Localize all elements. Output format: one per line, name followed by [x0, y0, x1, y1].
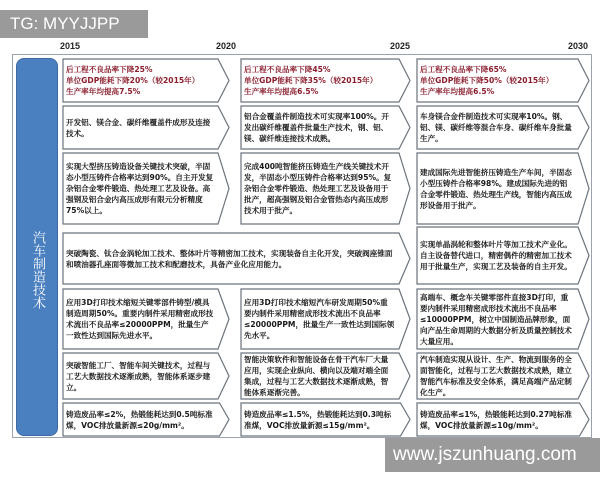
roadmap-cell [62, 152, 230, 225]
cell-text [416, 105, 590, 150]
metric-line: 生产率年均提高6.5% [420, 87, 495, 96]
cell-text [240, 288, 411, 350]
cell-text [62, 152, 230, 225]
roadmap-cell [416, 402, 590, 437]
roadmap-cell [240, 402, 411, 437]
cell-text [62, 105, 230, 150]
metric-line: 单位GDP能耗下降35%（较2015年） [244, 76, 378, 85]
cell-text [240, 105, 411, 150]
roadmap-cell [416, 288, 590, 350]
roadmap-cell [62, 288, 230, 350]
cell-text [62, 232, 411, 285]
cell-text [416, 288, 590, 350]
tag-label: TG: MYYJJPP [0, 10, 148, 38]
cell-text-content: 铸造废品率≤1%，热锻能耗达到0.27吨标准煤，VOC排放量新源≤10g/mm²。 [420, 409, 572, 430]
year-2020: 2020 [216, 41, 237, 51]
roadmap-cell [62, 105, 230, 150]
cell-text-content: 应用3D打印技术缩短关键零部件铸型/模具制造周期50%。重要内制件采用精密成形技术流出不良品率≤20000PPM，批量生产一致性达到国际先进水平。 [66, 298, 214, 340]
cell-text [416, 402, 590, 437]
target-metrics [416, 58, 590, 103]
cell-text-content: 应用3D打印技术缩短汽车研发周期50%重要内制件采用精密成形技术流出不良品率≤20000PPM，批量生产一致性达到国际领先水平。 [244, 298, 395, 340]
year-2015: 2015 [60, 41, 81, 51]
cell-text-content: 开发铝、镁合金、碳纤维覆盖件成形及连接技术。 [66, 117, 211, 138]
cell-text [62, 288, 230, 350]
roadmap-cell [62, 58, 230, 103]
cell-text-content: 车身镁合金件制造技术可实现率10%。钢、铝、镁、碳纤维等混合车身、碳纤维车身批量生产。 [420, 112, 572, 143]
cell-text [240, 152, 411, 225]
cell-text-content: 铸造废品率≤1.5%，热锻能耗达到0.3吨标准煤，VOC排放量新源≤15g/mm²。 [244, 409, 392, 430]
cell-text-content: 实现单晶涡轮和整体叶片等加工技术产业化。自主设备替代进口，精密偶件的精密加工技术用于批量生产，实现工艺及装备的自主开发。 [420, 240, 572, 271]
roadmap-cell [62, 402, 230, 437]
roadmap-cell [240, 352, 411, 400]
cell-text [62, 352, 230, 400]
cell-text-content: 汽车制造实现从设计、生产、物流到服务的全面智能化，过程与工艺大数据技术成熟，建立智能汽车标准及安全体系，满足高端产品定制化生产。 [420, 355, 572, 397]
cell-text [240, 402, 411, 437]
roadmap-cell [416, 105, 590, 150]
cell-text-content: 智能决策软件和智能设备在骨干汽车厂大量应用，实现企业纵向、横向以及端对端全面集成，过程与工艺大数据技术逐渐成熟，智能体系逐渐完善。 [244, 355, 389, 397]
cell-text-content: 高端车、概念车关键零部件直接3D打印，重要内制件采用精密成形技术流出不良品率≤10000PPM，树立中国制造品牌形象，面向产品生命周期的大数据分析及质量控制技术大量应用。 [420, 292, 572, 346]
cell-text [62, 402, 230, 437]
roadmap-cell [240, 152, 411, 225]
metric-line: 后工程不良品率下降25% [66, 65, 153, 74]
metric-line: 生产率年均提高6.5% [244, 87, 319, 96]
roadmap-cell [240, 58, 411, 103]
year-2030: 2030 [568, 41, 589, 51]
metric-line: 单位GDP能耗下降20%（较2015年） [66, 76, 200, 85]
cell-text [240, 352, 411, 400]
cell-text-content: 突破陶瓷、钛合金涡轮加工技术、整体叶片等精密加工技术，实现装备自主化开发，突破阀座锥面和喷油器孔座面等微加工技术和配磨技术，具备产业化应用能力。 [66, 248, 393, 269]
cell-text-content: 实现大型挤压铸造设备关键技术突破，半固态小型压铸件合格率达到90%。自主开发复杂铝合金零件锻造、热处理工艺及设备。高强钢及铝合金内高压成形有限元分析精度75%以上。 [66, 162, 214, 215]
category-sidebar [16, 58, 58, 436]
cell-text-content: 完成400吨智能挤压铸造生产线关键技术开发，半固态小型压铸件合格率达到95%。复杂铝合金零件锻造、热处理工艺及设备用于批产，超高强钢及铝合金管热态内高压成形技术用于批产。 [244, 162, 392, 215]
cell-text [416, 152, 590, 225]
cell-text [416, 352, 590, 400]
metric-line: 生产率年均提高7.5% [66, 87, 141, 96]
cell-text [416, 226, 590, 285]
roadmap-cell [62, 352, 230, 400]
target-metrics [240, 58, 411, 103]
year-2025: 2025 [390, 41, 411, 51]
roadmap-cell [240, 105, 411, 150]
cell-text-content: 铸造废品率≤2%，热锻能耗达到0.5吨标准煤，VOC排放量新源≤20g/mm²。 [66, 409, 213, 430]
watermark: www.jszunhuang.com [385, 438, 600, 472]
cell-text-content: 突破智能工厂、智能车间关键技术，过程与工艺大数据技术逐渐成熟，智能体系逐步建立。 [66, 360, 211, 392]
cell-text-content: 建成国际先进智能挤压铸造生产车间，半固态小型压铸件合格率98%。建成国际先进的铝合金零件锻造、热处理生产线，智能内高压成形设备用于批产。 [420, 167, 572, 210]
roadmap-cell [416, 352, 590, 400]
roadmap-cell [416, 152, 590, 225]
roadmap-cell [416, 226, 590, 285]
roadmap-cell [416, 58, 590, 103]
sidebar-title: 汽车制造技术 [30, 231, 45, 309]
roadmap-cell [240, 288, 411, 350]
target-metrics [62, 58, 230, 103]
roadmap-cell [62, 232, 411, 285]
metric-line: 后工程不良品率下降65% [420, 65, 507, 74]
cell-text-content: 铝合金覆盖件制造技术可实现率100%。开发出碳纤维覆盖件批量生产技术，钢、铝、镁、碳纤维连接技术成熟。 [244, 112, 389, 143]
metric-line: 后工程不良品率下降45% [244, 65, 331, 74]
metric-line: 单位GDP能耗下降50%（较2015年） [420, 76, 554, 85]
